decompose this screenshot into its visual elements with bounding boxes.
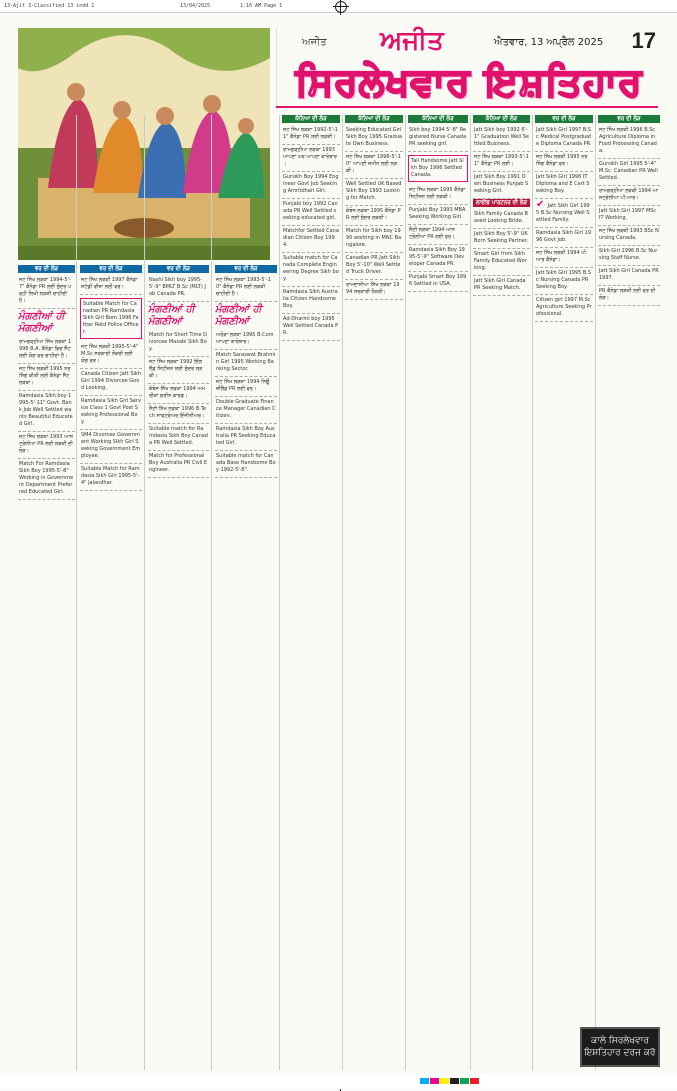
classified-ad: Nashi Sikh boy 1995-5'-9" BMLT B.Sc (MLT) Job Canada PR. <box>148 275 209 302</box>
classified-column-4 <box>215 265 277 1070</box>
classified-ad: Sikh boy 1994 5'-8" Registered Nurse Canada PR seeking girl. <box>408 125 468 152</box>
column-heading: ਵਰ ਦੀ ਲੋੜ <box>215 265 277 273</box>
classified-ad: Match For Ramdasia Sikh Boy 1995-5'-8" Working in Government Department Preferred Educated Girl. <box>18 459 75 500</box>
column-rule <box>470 115 471 1070</box>
classified-ad: ਜਟ ਸਿੱਖ ਲੜਕੀ 1995 ਨਰਸਿੰਗ ਕੀਤੀ ਲਈ ਕੈਨੇਡਾ ਸੈੱਟ ਲੜਕਾ। <box>18 364 75 391</box>
classified-ad: ਅਰੋੜਾ ਲੜਕਾ 1995 B.Com ਆਪਣਾ ਕਾਰੋਬਾਰ। <box>215 330 277 350</box>
classified-ad: Suitable match for Ramdasia Sikh Boy Canada PR Well Settled. <box>148 424 209 451</box>
classified-column-10 <box>598 115 660 1020</box>
column-rule <box>405 115 406 1070</box>
column-heading: ਕੰਨਿਆ ਦੀ ਲੋੜ <box>282 115 340 123</box>
classified-booking-box <box>580 1027 660 1067</box>
classified-ad: Jatt Sikh Girl Canada PR Seeking Match. <box>473 276 530 296</box>
classified-ad: ਜਟ ਸਿੱਖ ਲੜਕਾ 1993-5'-10" ਕੈਨੇਡਾ PR ਲਈ ਲੜਕੀ ਚਾਹੀਦੀ ਹੈ। <box>215 275 277 302</box>
color-swatch <box>420 1078 429 1084</box>
classified-ad: ਸੈਣੀ ਸਿੱਖ ਲੜਕਾ 1996 B.Tech ਸਾਫਟਵੇਅਰ ਇੰਜੀਨੀਅਰ। <box>148 404 209 424</box>
classified-ad: Ramdasia Sikh Girl Service Class 1 Govt Post Seeking Professional Boy. <box>80 396 142 430</box>
classified-column-8 <box>473 115 530 1070</box>
classified-ad: Match Saraswat Brahmin Girl 1995 Working Banking Sector. <box>215 350 277 377</box>
classified-ad: ਜਟ ਸਿੱਖ ਲੜਕਾ 1995 ਕੈਨੇਡਾ ਸਿਟੀਜ਼ਨ ਲਈ ਲੜਕੀ। <box>408 185 468 205</box>
classified-ad: ਜਟ ਸਿੱਖ ਲੜਕੀ 1993 BSc Nursing Canada. <box>598 226 660 246</box>
classified-ad: Jatt Sikh Girl 1997 B.Sc Medical Postgraduate Diploma Canada PR. <box>535 125 593 152</box>
column-heading: ਵਰ ਦੀ ਲੋੜ <box>148 265 209 273</box>
classified-ad: Canadian PR Jatt Sikh Boy 5'-10" Well Settled Truck Driver. <box>345 253 403 280</box>
classified-ad-boxed: Suitable Match for Canadian PR Ramdasia Sikh Girl Born 1996 Father Retd Police Officer. <box>80 298 142 339</box>
booking-line-1: ਕਾਲੇ ਸਿਰਲੇਖਵਾਰ <box>591 1036 649 1046</box>
column-heading: ਕੰਨਿਆ ਦੀ ਲੋੜ <box>473 115 530 123</box>
classified-ad: Ramdasia Sikh Boy Australia PR Seeking Educated Girl. <box>215 424 277 451</box>
booking-line-2: ਇਸ਼ਤਿਹਾਰ ਦਰਜ ਕਰੋ <box>584 1048 656 1058</box>
classified-ad: Punjabi Boy 1993 MBA Seeking Working Girl. <box>408 205 468 225</box>
classified-ad: ਜਟ ਸਿੱਖ ਲੜਕਾ 1993 ਆਸਟ੍ਰੇਲੀਆ PR ਲਈ ਲੜਕੀ ਦੀ ਲੋੜ। <box>18 432 75 459</box>
classified-ad: ਸੈਣੀ ਲੜਕਾ 1994 ਆਸਟ੍ਰੇਲੀਆ PR ਲਈ ਵਰ। <box>408 225 468 245</box>
classified-ad: Canada Citizen Jatt Sikh Girl 1994 Divorcee Good Looking. <box>80 369 142 396</box>
classified-ad: ਜਟ ਸਿੱਖ ਲੜਕਾ 1992 ਇੰਗਲੈਂਡ ਸਿਟੀਜ਼ਨ ਲਈ ਸੁੰਦਰ ਲੜਕੀ। <box>148 357 209 384</box>
classified-ad: Punjabi boy 1992 Canada PR Well Settled seeking educated girl. <box>282 199 340 226</box>
column-rule <box>532 115 533 1070</box>
classified-ad: ਜਟ ਸਿੱਖ ਲੜਕੀ 1994 ਪੀ.ਆਰ ਕੈਨੇਡਾ। <box>535 248 593 268</box>
page-header <box>276 28 658 108</box>
classified-ad: ਜਟ ਸਿੱਖ ਲੜਕੀ 1996 B.Sc Agriculture Diploma in Food Processing Canada. <box>598 125 660 159</box>
classified-ad: Ramdasia Sikh Boy 1995-5'-9" Software Developer Canada PR. <box>408 245 468 272</box>
classified-ad: Jatt Sikh Boy 5'-9" UK Born Seeking Partner. <box>473 229 530 249</box>
masthead-strip <box>276 28 658 54</box>
classified-ad: ਜਟ ਸਿੱਖ ਲੜਕੀ 1995 ਨਰਸਿੰਗ ਕੈਨੇਡਾ ਵਰ। <box>535 152 593 172</box>
classified-ad: Match for Sikh boy 1990 working in MNC Bangalore. <box>345 226 403 253</box>
column-heading: ਵਰ ਦੀ ਲੋੜ <box>80 265 142 273</box>
classified-ad: Ramdasia Sikh Girl 1996 Govt Job. <box>535 228 593 248</box>
classified-ad: Jatt Sikh Girl 1997 MSc IT Working. <box>598 206 660 226</box>
classified-ad: ਰਾਮਗੜ੍ਹੀਆ ਸਿੱਖ ਲੜਕਾ 1996 B.A. ਕੈਨੇਡਾ ਵਿਚ ਸੈੱਟ ਲਈ ਯੋਗ ਵਰ ਚਾਹੀਦਾ ਹੈ। <box>18 337 75 364</box>
classified-ad: Jatt Sikh Girl Canada PR 1997. <box>598 266 660 286</box>
color-swatch <box>440 1078 449 1084</box>
column-rule <box>342 115 343 1070</box>
classified-ad: PR ਕੈਨੇਡਾ ਲੜਕੀ ਲਈ ਵਰ ਦੀ ਲੋੜ। <box>598 286 660 306</box>
classified-ad: Jatt Sikh Girl 1995 B.Sc Nursing Canada PR Seeking Boy. <box>535 268 593 295</box>
column-rule <box>144 115 145 1070</box>
registration-mark-icon <box>335 1 347 13</box>
classified-ad: Suitable Match for Ramdasia Sikh Girl 1995-5'-4" Jalandhar. <box>80 464 142 491</box>
classified-ad: Matchfor Settled Canadian Citizen Boy 1994. <box>282 226 340 253</box>
classified-ad: Suitable match for Canada Base Handsome Boy 1992-5'-8". <box>215 451 277 478</box>
classified-ad: ✔ Jatt Sikh Girl 1995 B.Sc Nursing Well Settled Family. <box>535 199 593 228</box>
classified-column-2 <box>80 265 142 1070</box>
color-swatch <box>460 1078 469 1084</box>
classified-ad: Sikh Family Canada Based Looking Bride. <box>473 209 530 229</box>
classified-ad: Jatt Sikh Boy 1991 Own Business Punjab Seeking Girl. <box>473 172 530 199</box>
section-marker: ਮੰਗਣੀਆਂ ਹੀ ਮੰਗਣੀਆਂ <box>215 304 262 327</box>
classified-ad: Seeking Educated Girl Sikh Boy 1995 Graduate Own Business. <box>345 125 403 152</box>
publication-date: ਐਤਵਾਰ, 13 ਅਪ੍ਰੈਲ 2025 <box>494 37 604 48</box>
column-heading: ਵਰ ਦੀ ਲੋੜ <box>18 265 75 273</box>
column-heading: ਕੰਨਿਆ ਦੀ ਲੋੜ <box>345 115 403 123</box>
classified-ad-boxed: Tall Handsome Jatt Sikh Boy 1996 Settled Canada. <box>408 155 468 182</box>
classified-ad: ਕੰਬੋਜ ਸਿੱਖ ਲੜਕਾ 1994 ਅਮਰੀਕਾ ਗਰੀਨ ਕਾਰਡ। <box>148 384 209 404</box>
classified-ad: ਰਾਮਦਾਸੀਆ ਸਿੱਖ ਲੜਕਾ 1994 ਸਰਕਾਰੀ ਨੌਕਰੀ। <box>345 280 403 300</box>
column-rule <box>595 115 596 1070</box>
color-swatch <box>470 1078 479 1084</box>
classified-ad: Gursikh Girl 1995 5'-4" M.Sc. Canadian PR Well Settled. <box>598 159 660 186</box>
classified-ad: Match for Short Time Divorcee Mazabi Sikh Boy. <box>148 330 209 357</box>
checkmark-icon: ✔ <box>536 199 545 210</box>
classified-column-9 <box>535 115 593 1070</box>
classified-ad: Jatt Sikh boy 1992 6'-1" Graduation Well Settled Business. <box>473 125 530 152</box>
column-rule <box>76 115 77 1070</box>
color-swatch <box>430 1078 439 1084</box>
classified-ad: Gursikh Boy 1994 Engineer Govt Job Seeking Amritdhari Girl. <box>282 172 340 199</box>
print-strip-right: 1:16 AM Page 1 <box>240 3 283 9</box>
column-heading: ਕੰਨਿਆ ਦੀ ਲੋੜ <box>408 115 468 123</box>
column-heading: ਵਰ ਦੀ ਲੋੜ <box>535 115 593 123</box>
classified-ad: Suitable match for Canada Complete Engineering Degree Sikh boy. <box>282 253 340 287</box>
classified-ad: ਜਟ ਸਿੱਖ ਲੜਕੀ 1997 ਕੈਨੇਡਾ ਸਟੱਡੀ ਵੀਜ਼ਾ ਲਈ ਵਰ। <box>80 275 142 295</box>
classified-ad: Well Settled UK Based Sikh Boy 1993 Looking for Match. <box>345 179 403 206</box>
page-number: 17 <box>631 28 656 53</box>
classified-ad: Ad-Dharmi boy 1995 Well Settled Canada PR. <box>282 314 340 341</box>
classified-ad: Double Graduate Finance Manager Canadian Citizen. <box>215 397 277 424</box>
classified-ad: Punjabi Smart Boy 1996 Settled in USA. <box>408 272 468 292</box>
classified-ad: ਰਾਮਗੜ੍ਹੀਆ ਲੜਕੀ 1994 ਆਸਟ੍ਰੇਲੀਆ ਪੀ.ਆਰ। <box>598 186 660 206</box>
classified-column-6 <box>345 115 403 1070</box>
classified-ad: Citizen girl 1997 M.Sc Agriculture Seeking Professional. <box>535 295 593 322</box>
classified-ad: Ramdasia Sikh Australia Citizen Handsome Boy. <box>282 287 340 314</box>
classified-ad: ਰਾਮਗੜ੍ਹੀਆ ਲੜਕਾ 1993 ਆਪਣਾ ਘਰ ਆਪਣਾ ਕਾਰੋਬਾਰ। <box>282 145 340 172</box>
column-subheading: ਲਾਈਫ ਪਾਰਟਨਰ ਦੀ ਲੋੜ <box>473 199 530 207</box>
classified-ad: ਜਟ ਸਿੱਖ ਲੜਕਾ 1993-5'-11" ਕੈਨੇਡਾ PR ਲਈ। <box>473 152 530 172</box>
classified-ad: Ramdasia Sikh boy 1995-5'-11" Govt. Bank Job Well Settled wants Beautiful Educated Girl. <box>18 391 75 432</box>
classified-ad: Jatt Sikh Girl 1996 IT Diploma and E Cert Seeking Boy. <box>535 172 593 199</box>
classified-ad: Smart Girl from Sikh Family Educated Working. <box>473 249 530 276</box>
classified-ad: ਕੰਬੋਜ ਲੜਕਾ 1995 ਕੈਨੇਡਾ PR ਲਈ ਸੁੰਦਰ ਲੜਕੀ। <box>345 206 403 226</box>
column-rule <box>211 115 212 1070</box>
classified-ad: Match for Professional Boy Australia PR Civil Engineer. <box>148 451 209 478</box>
column-rule <box>279 115 280 1070</box>
classified-column-3 <box>148 265 209 1070</box>
section-marker: ਮੰਗਣੀਆਂ ਹੀ ਮੰਗਣੀਆਂ <box>18 311 65 334</box>
color-swatch <box>450 1078 459 1084</box>
classified-ad: ਜਟ ਸਿੱਖ ਲੜਕਾ 1992-5'-11" ਕੈਨੇਡਾ PR ਲਈ ਲੜਕੀ। <box>282 125 340 145</box>
classified-ad: Sikh Girl 1996 B.Sc Nursing Staff Nurse. <box>598 246 660 266</box>
print-strip-mid: 13/04/2025 <box>180 3 211 9</box>
print-bottom-strip <box>0 1074 677 1089</box>
classified-column-7 <box>408 115 468 1070</box>
classified-ad: ਜਟ ਸਿੱਖ ਲੜਕਾ 1994-5'-7" ਕੈਨੇਡਾ PR ਲਈ ਸੁੰਦਰ ਪੜ੍ਹੀ ਲਿਖੀ ਲੜਕੀ ਚਾਹੀਦੀ ਹੈ। <box>18 275 75 309</box>
classified-ad: ਜਟ ਸਿੱਖ ਲੜਕਾ 1996-5'-10" ਆਪਣੀ ਜ਼ਮੀਨ ਲਈ ਲੜਕੀ। <box>345 152 403 179</box>
header-rule <box>276 106 658 108</box>
classified-column-1 <box>18 265 75 1070</box>
newspaper-logo: ਅਜੀਤ <box>380 26 444 56</box>
classified-ad: ਜਟ ਸਿੱਖ ਲੜਕੀ 1995-5'-4" M.Sc ਸਰਕਾਰੀ ਨੌਕਰੀ ਲਈ ਯੋਗ ਵਰ। <box>80 342 142 369</box>
classified-ad: SM4 Divorcee Government Working Sikh Girl Seeking Government Employee. <box>80 430 142 464</box>
column-heading: ਵਰ ਦੀ ਲੋੜ <box>598 115 660 123</box>
section-marker: ਮੰਗਣੀਆਂ ਹੀ ਮੰਗਣੀਆਂ <box>148 304 195 327</box>
classified-column-5 <box>282 115 340 1070</box>
page-title: ਸਿਰਲੇਖਵਾਰ ਇਸ਼ਤਿਹਾਰ <box>295 60 643 104</box>
classified-ad: ਜਟ ਸਿੱਖ ਲੜਕਾ 1994 ਨਿਊਜ਼ੀਲੈਂਡ PR ਲਈ ਵਰ। <box>215 377 277 397</box>
print-strip-left: 13-Ajit 3-Classified 13 indd 1 <box>4 3 95 9</box>
brand-small: ਅਜੀਤ <box>302 37 327 48</box>
